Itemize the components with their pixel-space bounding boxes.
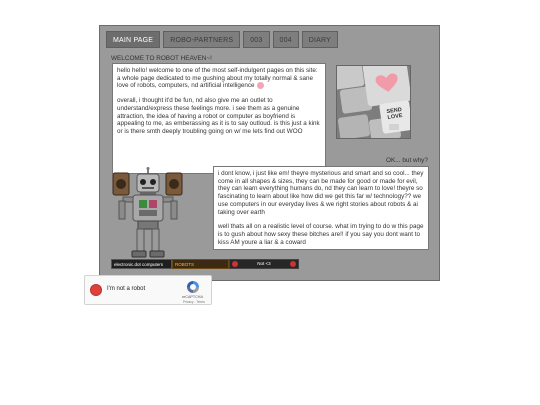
keycap-line-2: LOVE xyxy=(387,112,403,121)
dot-icon xyxy=(232,261,238,267)
keycap-label xyxy=(386,107,403,121)
tab-004[interactable]: 004 xyxy=(273,31,299,48)
tab-diary[interactable]: DIARY xyxy=(302,31,338,48)
tab-main-page[interactable]: MAIN PAGE xyxy=(106,31,160,48)
heart-emoji-icon xyxy=(257,82,264,89)
intro-text-box xyxy=(112,63,326,174)
why-text-box xyxy=(213,166,429,250)
tab-003[interactable]: 003 xyxy=(243,31,269,48)
recaptcha-checkbox[interactable] xyxy=(90,284,102,296)
section-heading-why: OK... but why? xyxy=(386,157,428,164)
recaptcha-widget xyxy=(84,275,212,305)
keycap-line-1: SEND xyxy=(386,106,403,116)
page-title: WELCOME TO ROBOT HEAVEN~! xyxy=(111,55,212,62)
keyboard-heart-photo xyxy=(336,65,411,139)
recaptcha-label: I'm not a robot xyxy=(107,286,146,292)
not-love-label: Not <3 xyxy=(257,261,271,266)
recaptcha-privacy-terms[interactable]: Privacy - Terms xyxy=(183,300,205,304)
keyboard-photo-graphic xyxy=(337,66,411,139)
why-paragraph-2: well thats all on a realistic level of course. what im trying to do w this page is to gush about how sexy these bitches are!! if you say you dont want to kiss AM youre a liar & a coward xyxy=(218,223,424,246)
intro-paragraph-2: overall, i thought it'd be fun, nd also give me an outlet to understand/express these feelings more. i see them as a genuine attraction, the idea of having a robot or computer as boyfriend is appealing to me, as emberassing as it is to say outloud. is this just a kink or is there smth deeply troubling going on w/ me lets find out WOO xyxy=(117,97,320,136)
recaptcha-brand: reCAPTCHA xyxy=(182,295,203,299)
button-links-row xyxy=(111,259,299,269)
computers-button-link[interactable]: electronic.dot computers xyxy=(111,259,172,269)
intro-paragraph-1: hello hello! welcome to one of the most self-indulgent pages on this site: a whole page dedicated to me gushing about my totally normal & sane love of robots, computers, nd artificial intelligence xyxy=(117,67,318,90)
tab-robo-partners[interactable]: ROBO-PARTNERS xyxy=(163,31,240,48)
robots-button-link[interactable]: ROBOTS xyxy=(172,259,229,269)
tab-bar xyxy=(106,31,338,48)
site-window xyxy=(99,25,440,281)
robot-illustration xyxy=(110,167,185,262)
recaptcha-logo-icon xyxy=(186,280,200,294)
not-love-button-link[interactable] xyxy=(229,259,299,269)
why-paragraph-1: i dont know, i just like em! theyre mysterious and smart and so cool... they come in all shapes & sizes, they can be made for good or made for evil, they can learn everything humans do, nd they can learn to love! theyre so fascinating to learn about like how did we get this far w/ technology?? we use computers in our everyday lives & we right stories about robots & ai taking over earth xyxy=(218,170,424,216)
dot-icon xyxy=(290,261,296,267)
